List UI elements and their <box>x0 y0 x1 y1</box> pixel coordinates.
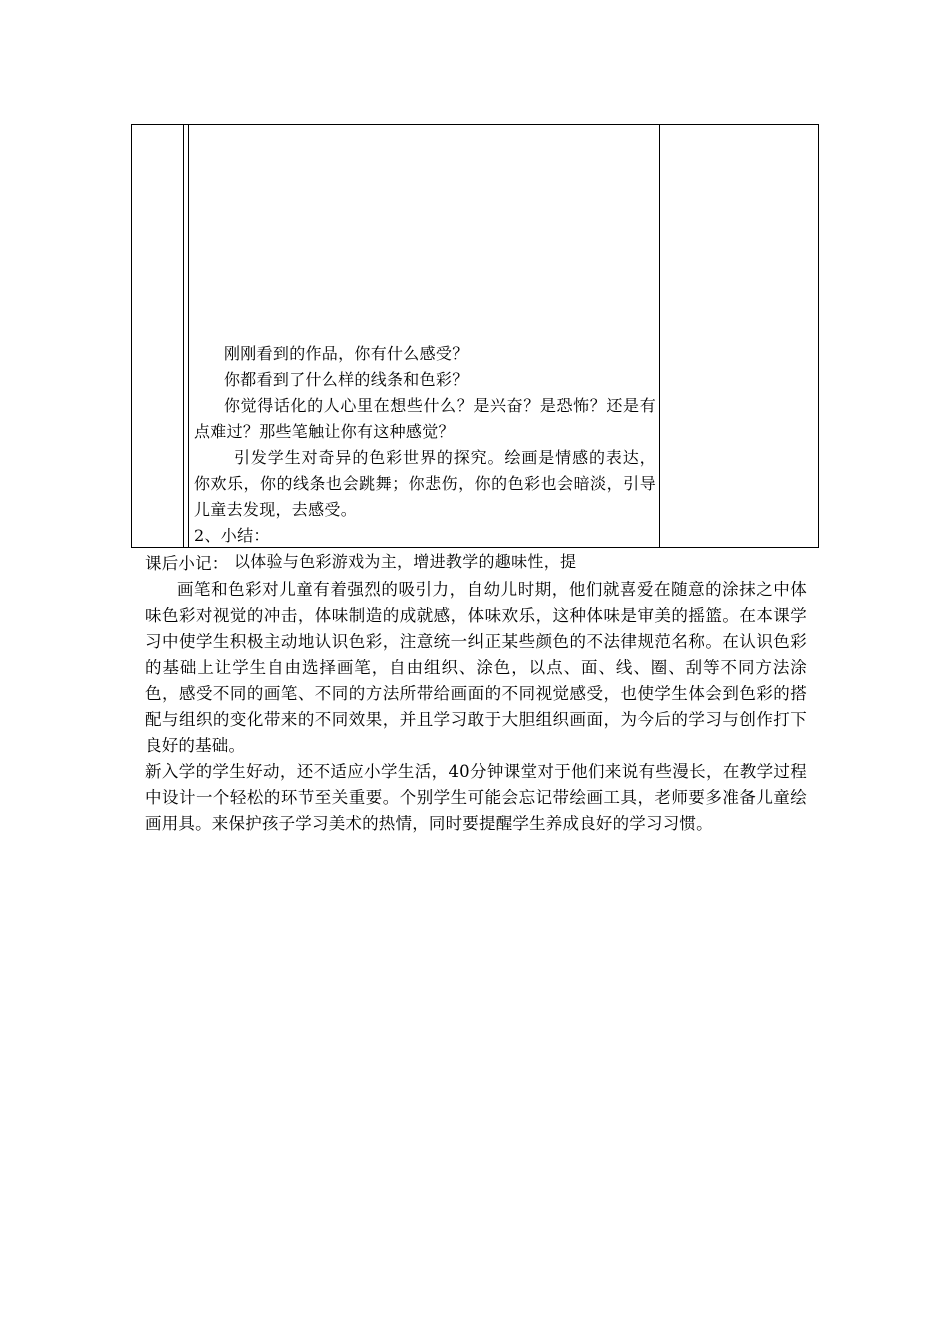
lesson-content-cell <box>194 341 656 571</box>
question-line: 你觉得话化的人心里在想些什么？是兴奋？是恐怖？还是有点难过？那些笔触让你有这种感觉？ <box>194 396 656 441</box>
table-column-divider <box>188 125 189 547</box>
summary-heading: 2、小结： <box>194 526 270 545</box>
notes-paragraph: 画笔和色彩对儿童有着强烈的吸引力，自幼儿时期，他们就喜爱在随意的涂抹之中体味色彩对视觉的冲击，体味制造的成就感，体味欢乐，这种体味是审美的摇篮。在本课学习中使学生积极主动地认识色彩，注意统一纠正某些颜色的不法律规范名称。在认识色彩的基础上让学生自由选择画笔，自由组织、涂色，以点、面、线、圈、刮等不同方法涂色，感受不同的画笔、不同的方法所带给画面的不同视觉感受，也使学生体会到色彩的搭配与组织的变化带来的不同效果，并且学习敢于大胆组织画面，为今后的学习与创作打下良好的基础。 <box>145 580 807 755</box>
question-line: 你都看到了什么样的线条和色彩？ <box>224 370 469 389</box>
summary-text: 以体验与色彩游戏为主，增进教学的趣味性，提 <box>234 552 577 571</box>
guidance-paragraph: 引发学生对奇异的色彩世界的探究。绘画是情感的表达，你欢乐，你的线条也会跳舞；你悲伤，你的色彩也会暗淡，引导儿童去发现，去感受。 <box>194 448 656 519</box>
notes-heading: 课后小记： <box>145 554 229 573</box>
question-line: 刚刚看到的作品，你有什么感受？ <box>224 344 469 363</box>
after-class-notes <box>145 551 807 837</box>
table-column-divider <box>659 125 660 547</box>
table-column-divider <box>183 125 184 547</box>
notes-paragraph: 新入学的学生好动，还不适应小学生活，40分钟课堂对于他们来说有些漫长，在教学过程中设计一个轻松的环节至关重要。个别学生可能会忘记带绘画工具，老师要多准备儿童绘画用具。来保护孩子学习美术的热情，同时要提醒学生养成良好的学习习惯。 <box>145 762 807 833</box>
